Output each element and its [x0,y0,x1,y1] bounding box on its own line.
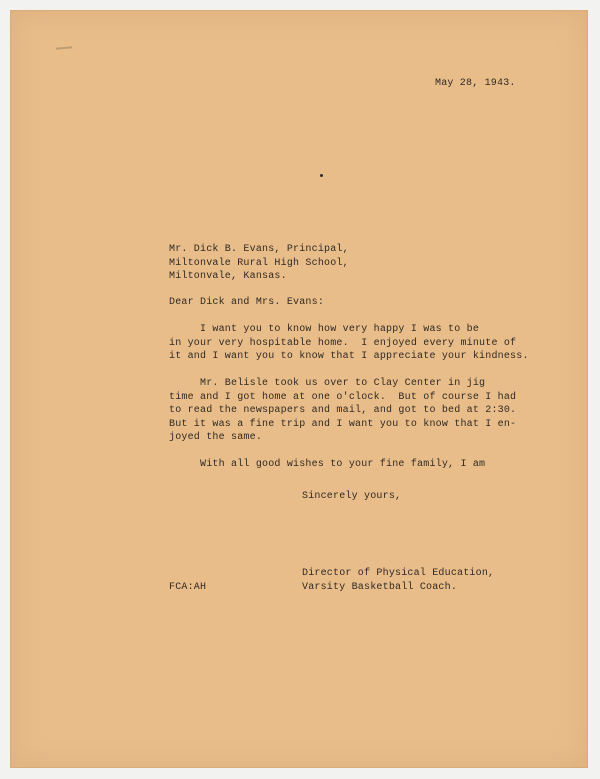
pencil-mark [56,46,72,49]
recipient-line-1: Mr. Dick B. Evans, Principal, [169,244,349,255]
letter-date: May 28, 1943. [435,78,516,89]
signature-title-line-1: Director of Physical Education, [302,568,495,579]
paragraph1-line-2: in your very hospitable home. I enjoyed every minute of [169,337,517,349]
paragraph2-line-2: time and I got home at one o'clock. But of course I had [169,391,517,403]
paragraph1-line-1: I want you to know how very happy I was to be [169,324,480,335]
paragraph1-line-3: it and I want you to know that I appreciate your kindness. [169,351,529,362]
recipient-line-3: Miltonvale, Kansas. [169,271,287,282]
center-dot [320,174,323,177]
salutation: Dear Dick and Mrs. Evans: [169,297,325,308]
paragraph3: With all good wishes to your fine family, I am [169,459,486,470]
paragraph2-line-1: Mr. Belisle took us over to Clay Center in jig [169,378,486,389]
reference-initials: FCA:AH [169,581,207,593]
letter-page [10,10,588,768]
recipient-line-2: Miltonvale Rural High School, [169,257,349,269]
paragraph2-line-4: But it was a fine trip and I want you to know that I en- [169,418,517,430]
closing: Sincerely yours, [302,491,402,502]
paragraph2-line-3: to read the newspapers and mail, and got to bed at 2:30. [169,405,517,416]
signature-title-line-2: Varsity Basketball Coach. [302,581,458,593]
paragraph2-line-5: joyed the same. [169,432,263,443]
